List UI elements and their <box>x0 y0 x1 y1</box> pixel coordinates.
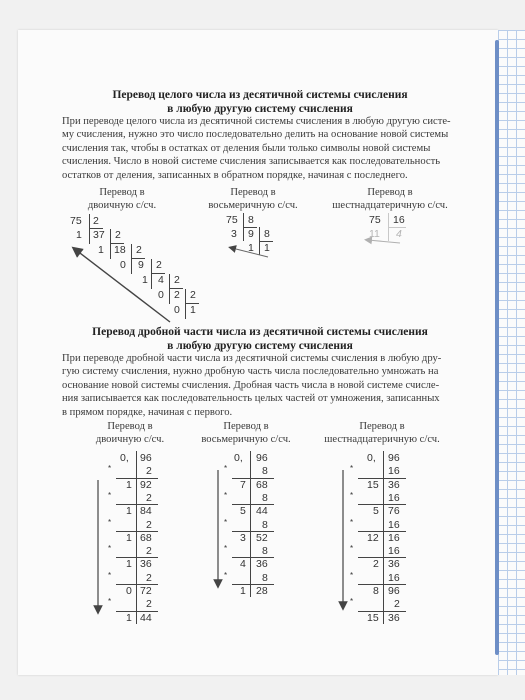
div-cell: 16 <box>393 214 405 226</box>
div-cell: 0 <box>120 259 126 271</box>
multiplier-cell: 2 <box>146 571 152 584</box>
integer-part-cell: 1 <box>240 585 246 597</box>
multiply-sign: * <box>108 490 112 500</box>
fraction-cell: 16 <box>388 531 400 544</box>
multiplier-cell: 2 <box>146 598 152 611</box>
div-cell: 9 <box>248 228 254 240</box>
multiplier-cell: 8 <box>262 465 268 478</box>
div-cell: 8 <box>248 214 254 226</box>
div-cell: 4 <box>396 228 402 240</box>
integer-part-cell: 1 <box>126 611 132 624</box>
fraction-cell: 44 <box>140 611 152 624</box>
fraction-cell: 96 <box>388 452 400 464</box>
multiplier-cell: 8 <box>262 518 268 531</box>
multiplier-cell: 16 <box>388 545 400 558</box>
div-cell: 2 <box>156 259 162 271</box>
multiplier-cell: 8 <box>262 571 268 584</box>
integer-part-cell: 0, <box>120 452 129 464</box>
multiply-sign: * <box>350 517 354 527</box>
fraction-cell: 72 <box>140 585 152 597</box>
multiply-sign: * <box>350 464 354 474</box>
integer-part-cell: 4 <box>240 558 246 571</box>
div-cell: 1 <box>76 229 82 241</box>
div-cell: 0 <box>174 304 180 316</box>
multiply-sign: * <box>224 517 228 527</box>
multiply-sign: * <box>224 464 228 474</box>
multiply-sign: * <box>108 570 112 580</box>
integer-part-cell: 1 <box>126 478 132 491</box>
multiply-sign: * <box>108 464 112 474</box>
div-cell: 1 <box>142 274 148 286</box>
div-cell: 1 <box>98 244 104 256</box>
multiplier-cell: 16 <box>388 571 400 584</box>
fraction-cell: 36 <box>388 478 400 491</box>
integer-part-cell: 12 <box>367 531 379 544</box>
fraction-cell: 36 <box>256 558 268 571</box>
div-cell: 75 <box>369 214 381 226</box>
integer-part-cell: 8 <box>373 585 379 597</box>
fraction-cell: 84 <box>140 505 152 518</box>
multiply-sign: * <box>350 490 354 500</box>
integer-part-cell: 0, <box>367 452 376 464</box>
div-cell: 9 <box>138 259 144 271</box>
multiplier-cell: 2 <box>146 518 152 531</box>
multiplier-cell: 16 <box>388 491 400 504</box>
div-cell: 37 <box>93 229 105 241</box>
integer-part-cell: 7 <box>240 478 246 491</box>
multiplier-cell: 2 <box>394 598 400 611</box>
multiply-sign: * <box>350 597 354 607</box>
integer-part-cell: 0, <box>234 452 243 464</box>
div-cell: 1 <box>264 242 270 254</box>
div-cell: 0 <box>158 289 164 301</box>
label-octal-frac: Перевод в восьмеричную с/сч. <box>201 421 291 445</box>
section1-paragraph: При переводе целого числа из десятичной системы счисления в любую другую систе- му счисления, нужно это число последовательно делить на основание новой системы счисления так, чтобы в остатках от деления были только символы новой системы счисления. Число в новой системе счисления записывается как последовательность остатков от деления, записанных в обратном порядке, начиная с последнего. <box>62 116 451 181</box>
div-cell: 8 <box>264 228 270 240</box>
multiply-sign: * <box>350 570 354 580</box>
fraction-cell: 68 <box>140 531 152 544</box>
integer-part-cell: 3 <box>240 531 246 544</box>
div-cell: 1 <box>190 304 196 316</box>
fraction-cell: 36 <box>140 558 152 571</box>
integer-part-cell: 2 <box>373 558 379 571</box>
label-hex-int: Перевод в шестнадцатеричную с/сч. <box>332 187 448 211</box>
reverse-order-arrow <box>232 248 268 257</box>
fraction-cell: 52 <box>256 531 268 544</box>
div-cell: 2 <box>136 244 142 256</box>
fraction-cell: 44 <box>256 505 268 518</box>
fraction-cell: 76 <box>388 505 400 518</box>
fraction-cell: 96 <box>388 585 400 597</box>
div-cell: 1 <box>248 242 254 254</box>
label-binary-frac: Перевод в двоичную с/сч. <box>95 421 165 445</box>
fraction-cell: 96 <box>140 452 152 464</box>
label-octal-int: Перевод в восьмеричную с/сч. <box>208 187 298 211</box>
fraction-cell: 96 <box>256 452 268 464</box>
div-cell: 3 <box>231 228 237 240</box>
multiply-sign: * <box>108 544 112 554</box>
div-cell: 11 <box>369 228 380 240</box>
div-cell: 4 <box>158 274 164 286</box>
integer-part-cell: 15 <box>367 611 379 624</box>
div-cell: 18 <box>114 244 126 256</box>
integer-part-cell: 1 <box>126 531 132 544</box>
integer-part-cell: 0 <box>126 585 132 597</box>
multiply-sign: * <box>108 597 112 607</box>
multiply-sign: * <box>224 570 228 580</box>
reverse-order-arrow <box>76 250 170 322</box>
div-cell: 2 <box>174 289 180 301</box>
fraction-cell: 28 <box>256 585 268 597</box>
multiply-sign: * <box>224 544 228 554</box>
label-hex-frac: Перевод в шестнадцатеричную с/сч. <box>324 421 440 445</box>
section1-title: Перевод целого числа из десятичной системы счисления в любую другую систему счисления <box>112 89 408 115</box>
integer-part-cell: 15 <box>367 478 379 491</box>
div-cell: 2 <box>115 229 121 241</box>
section2-paragraph: При переводе дробной части числа из десятичной системы счисления в любую дру- гую систему счисления, нужно дробную часть числа последовательно умножать на основание новой системы счисления. Дробная часть числа в новой системе счисле- ния записывается как последовательность целых частей от умножения, записанных в прямом порядке, начиная с первого. <box>62 353 442 418</box>
div-cell: 75 <box>226 214 238 226</box>
div-cell: 2 <box>93 215 99 227</box>
fraction-cell: 36 <box>388 558 400 571</box>
multiplier-cell: 16 <box>388 465 400 478</box>
multiplier-cell: 8 <box>262 545 268 558</box>
multiplier-cell: 2 <box>146 465 152 478</box>
integer-part-cell: 1 <box>126 558 132 571</box>
integer-part-cell: 5 <box>373 505 379 518</box>
fraction-cell: 92 <box>140 478 152 491</box>
multiply-sign: * <box>350 544 354 554</box>
integer-part-cell: 5 <box>240 505 246 518</box>
multiplier-cell: 2 <box>146 545 152 558</box>
label-binary-int: Перевод в двоичную с/сч. <box>87 187 157 211</box>
multiplier-cell: 16 <box>388 518 400 531</box>
multiply-sign: * <box>108 517 112 527</box>
div-cell: 75 <box>70 215 82 227</box>
div-cell: 2 <box>190 289 196 301</box>
reverse-order-arrow <box>368 240 400 243</box>
multiplier-cell: 8 <box>262 491 268 504</box>
multiply-sign: * <box>224 490 228 500</box>
fraction-cell: 68 <box>256 478 268 491</box>
section2-title: Перевод дробной части числа из десятичной системы счисления в любую другую систему счисления <box>92 326 428 352</box>
multiplier-cell: 2 <box>146 491 152 504</box>
fraction-cell: 36 <box>388 611 400 624</box>
div-cell: 2 <box>174 274 180 286</box>
integer-part-cell: 1 <box>126 505 132 518</box>
